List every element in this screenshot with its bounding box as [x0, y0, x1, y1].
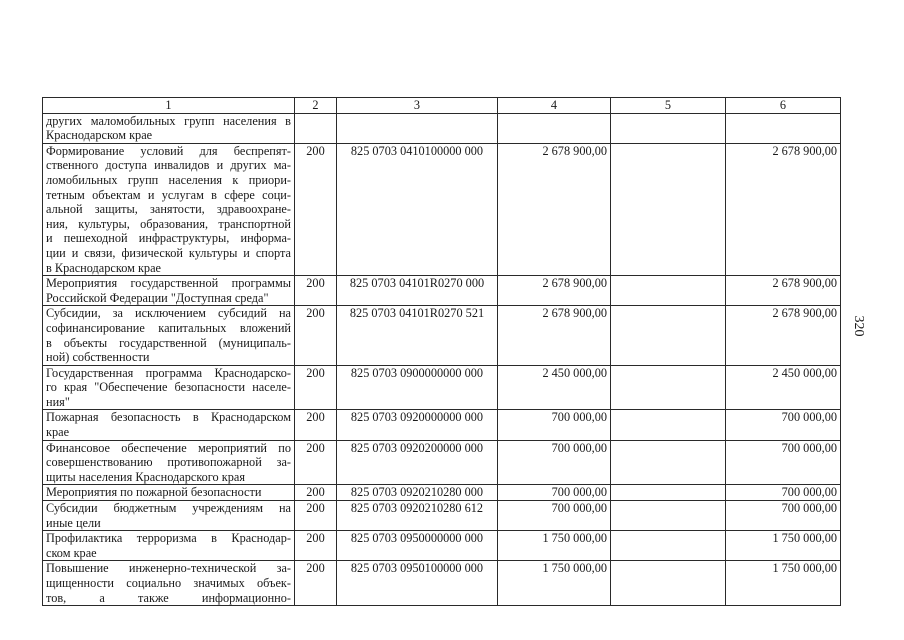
header-cell: 3 — [337, 98, 498, 114]
cell-col5 — [611, 365, 726, 410]
header-cell: 2 — [295, 98, 337, 114]
cell-description — [43, 306, 295, 365]
description-line: Профилактика терроризма в Краснодар- — [46, 531, 291, 546]
cell-col2: 200 — [295, 501, 337, 531]
cell-code: 825 0703 0900000000 000 — [337, 365, 498, 410]
cell-amount: 1 750 000,00 — [498, 561, 611, 606]
cell-col5 — [611, 306, 726, 365]
table-row — [43, 306, 841, 365]
cell-description — [43, 485, 295, 501]
description-line: ственного доступа инвалидов и других ма- — [46, 158, 291, 173]
description-line: ломобильных групп населения к приори- — [46, 172, 291, 187]
cell-col5 — [611, 113, 726, 143]
cell-total — [726, 113, 841, 143]
cell-col2: 200 — [295, 561, 337, 606]
cell-total: 2 678 900,00 — [726, 306, 841, 365]
cell-amount: 700 000,00 — [498, 410, 611, 440]
cell-col2: 200 — [295, 440, 337, 485]
cell-amount: 700 000,00 — [498, 501, 611, 531]
cell-total: 700 000,00 — [726, 501, 841, 531]
cell-description — [43, 113, 295, 143]
description-line: ния, культуры, образования, транспортной — [46, 216, 291, 231]
cell-code: 825 0703 0920210280 612 — [337, 501, 498, 531]
cell-amount: 2 678 900,00 — [498, 306, 611, 365]
cell-amount: 700 000,00 — [498, 440, 611, 485]
description-line: ции и связи, физической культуры и спорта — [46, 245, 291, 260]
cell-code: 825 0703 04101R0270 521 — [337, 306, 498, 365]
cell-description — [43, 410, 295, 440]
cell-description — [43, 143, 295, 275]
cell-code: 825 0703 0920000000 000 — [337, 410, 498, 440]
cell-total: 2 678 900,00 — [726, 276, 841, 306]
header-cell: 5 — [611, 98, 726, 114]
description-line: в объекты государственной (муниципаль- — [46, 335, 291, 350]
cell-total: 700 000,00 — [726, 485, 841, 501]
description-line: ском крае — [46, 545, 97, 560]
table-row — [43, 143, 841, 275]
description-line: и пешеходной инфраструктуры, информа- — [46, 231, 291, 246]
description-line: других маломобильных групп населения в — [46, 113, 291, 128]
cell-total: 700 000,00 — [726, 410, 841, 440]
description-line: ной) собственности — [46, 350, 150, 365]
table-row — [43, 113, 841, 143]
cell-col2: 200 — [295, 306, 337, 365]
description-line: тетным объектам и услугам в сфере соци- — [46, 187, 291, 202]
description-line: Субсидии бюджетным учреждениям на — [46, 501, 291, 516]
description-line: Краснодарском крае — [46, 128, 153, 143]
table-row — [43, 365, 841, 410]
cell-code: 825 0703 04101R0270 000 — [337, 276, 498, 306]
table-row — [43, 410, 841, 440]
cell-col2: 200 — [295, 531, 337, 561]
table-row — [43, 276, 841, 306]
cell-description — [43, 501, 295, 531]
description-line: софинансирование капитальных вложений — [46, 320, 291, 335]
cell-code: 825 0703 0410100000 000 — [337, 143, 498, 275]
description-line: Российской Федерации "Доступная среда" — [46, 290, 269, 305]
cell-amount: 2 678 900,00 — [498, 143, 611, 275]
table-row — [43, 501, 841, 531]
description-line: совершенствованию противопожарной за- — [46, 455, 291, 470]
cell-code: 825 0703 0950000000 000 — [337, 531, 498, 561]
cell-description — [43, 561, 295, 606]
cell-col5 — [611, 561, 726, 606]
description-line: Финансовое обеспечение мероприятий по — [46, 440, 291, 455]
description-line: тов, а также информационно- — [46, 590, 291, 605]
cell-description — [43, 365, 295, 410]
description-line: иные цели — [46, 515, 101, 530]
cell-total: 2 450 000,00 — [726, 365, 841, 410]
cell-amount — [498, 113, 611, 143]
cell-code: 825 0703 0920200000 000 — [337, 440, 498, 485]
budget-table — [42, 97, 841, 606]
cell-col5 — [611, 410, 726, 440]
cell-col5 — [611, 276, 726, 306]
description-line: Повышение инженерно-технической за- — [46, 561, 291, 576]
description-line: Формирование условий для беспрепят- — [46, 143, 291, 158]
description-line: ния" — [46, 394, 70, 409]
header-cell: 1 — [43, 98, 295, 114]
description-line: Государственная программа Краснодарско- — [46, 365, 291, 380]
description-line: Пожарная безопасность в Краснодарском — [46, 410, 291, 425]
table-row — [43, 440, 841, 485]
cell-description — [43, 276, 295, 306]
cell-amount: 2 450 000,00 — [498, 365, 611, 410]
cell-total: 2 678 900,00 — [726, 143, 841, 275]
cell-col5 — [611, 143, 726, 275]
description-line: Мероприятия по пожарной безопасности — [46, 485, 262, 500]
cell-code: 825 0703 0950100000 000 — [337, 561, 498, 606]
cell-amount: 1 750 000,00 — [498, 531, 611, 561]
cell-col5 — [611, 440, 726, 485]
cell-total: 1 750 000,00 — [726, 531, 841, 561]
cell-code — [337, 113, 498, 143]
cell-col5 — [611, 485, 726, 501]
description-line: щиты населения Краснодарского края — [46, 469, 246, 484]
cell-col5 — [611, 531, 726, 561]
cell-code: 825 0703 0920210280 000 — [337, 485, 498, 501]
cell-amount: 700 000,00 — [498, 485, 611, 501]
cell-col2: 200 — [295, 143, 337, 275]
table-row — [43, 485, 841, 501]
description-line: Субсидии, за исключением субсидий на — [46, 306, 291, 321]
description-line: альной защиты, занятости, здравоохране- — [46, 202, 291, 217]
cell-col2 — [295, 113, 337, 143]
cell-description — [43, 440, 295, 485]
description-line: в Краснодарском крае — [46, 260, 162, 275]
table-row — [43, 561, 841, 606]
header-cell: 4 — [498, 98, 611, 114]
cell-description — [43, 531, 295, 561]
header-cell: 6 — [726, 98, 841, 114]
description-line: го края "Обеспечение безопасности населе- — [46, 380, 291, 395]
table-row — [43, 531, 841, 561]
description-line: Мероприятия государственной программы — [46, 276, 291, 291]
cell-total: 1 750 000,00 — [726, 561, 841, 606]
description-line: щищенности социально значимых объек- — [46, 576, 291, 590]
cell-col2: 200 — [295, 365, 337, 410]
cell-col2: 200 — [295, 276, 337, 306]
cell-col5 — [611, 501, 726, 531]
cell-col2: 200 — [295, 485, 337, 501]
page-number: 320 — [851, 315, 866, 337]
cell-col2: 200 — [295, 410, 337, 440]
cell-total: 700 000,00 — [726, 440, 841, 485]
description-line: крае — [46, 425, 70, 440]
cell-amount: 2 678 900,00 — [498, 276, 611, 306]
header-row — [43, 98, 841, 114]
